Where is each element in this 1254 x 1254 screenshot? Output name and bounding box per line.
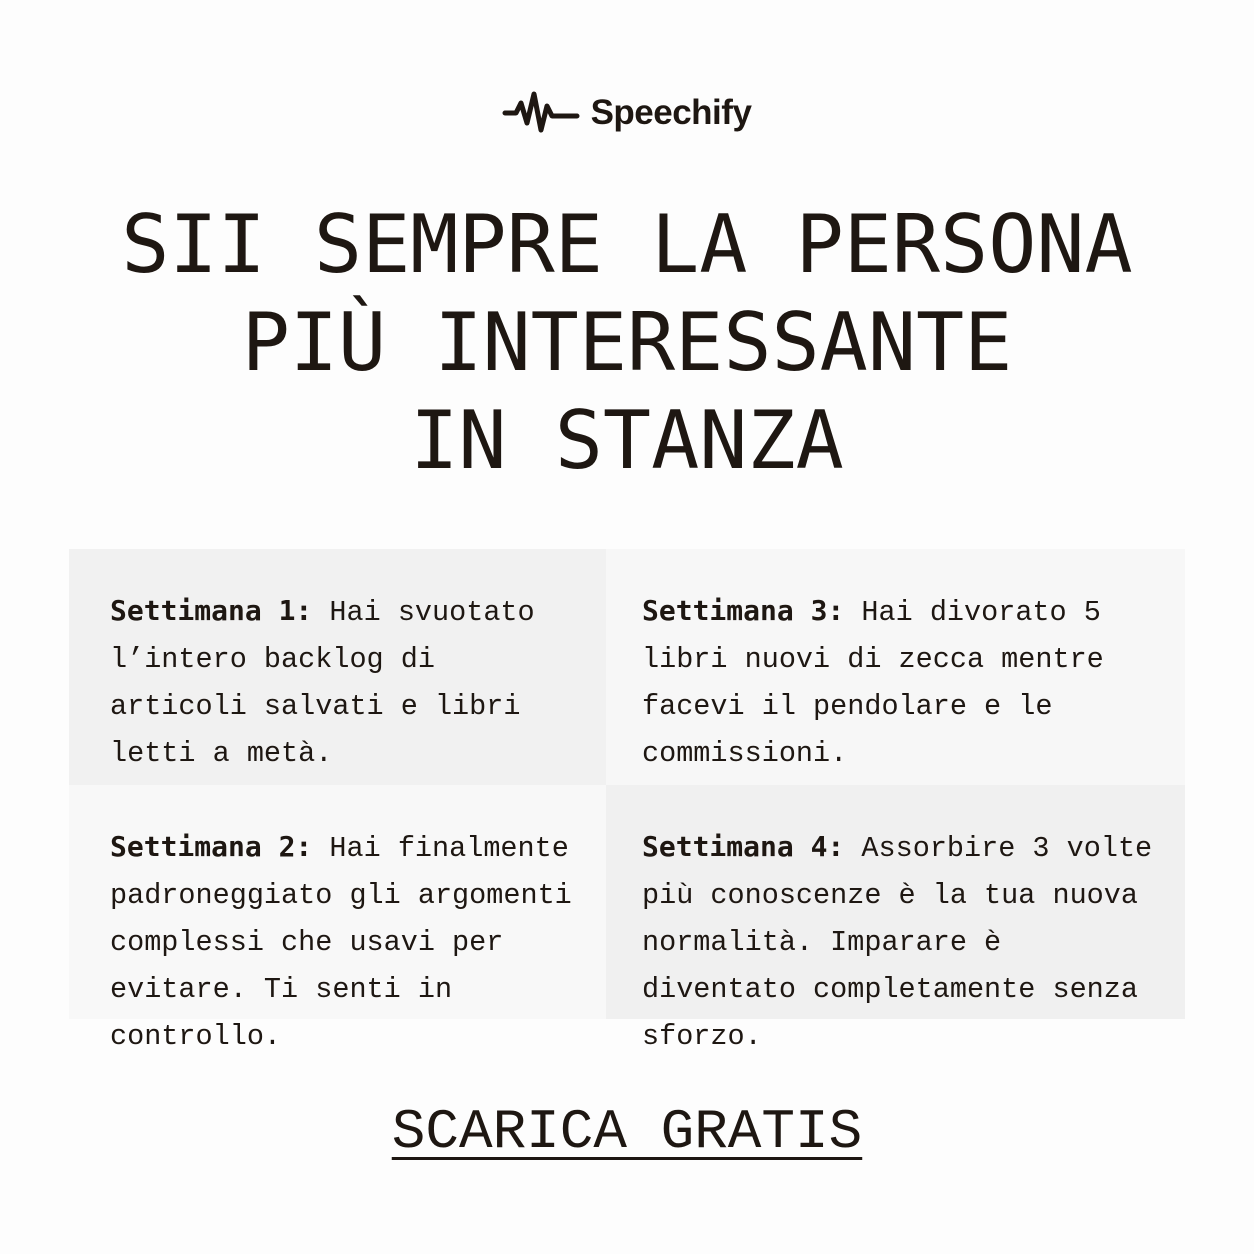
weeks-grid — [69, 549, 1185, 1053]
week-4-text: Assorbire 3 volte più conoscenze è la tua nuova normalità. Imparare è diventato completamente senza sforzo. — [642, 832, 1153, 1053]
headline-line-2: PIÙ INTERESSANTE — [241, 296, 1013, 389]
week-4-label: Settimana 4: — [642, 830, 845, 863]
week-3-card — [606, 549, 1185, 785]
week-2-card — [69, 785, 606, 1053]
download-free-link[interactable]: SCARICA GRATIS — [391, 1100, 863, 1164]
week-2-text: Hai finalmente padroneggiato gli argomenti complessi che usavi per evitare. Ti senti in controllo. — [110, 832, 572, 1053]
headline — [0, 196, 1254, 490]
week-3-label: Settimana 3: — [642, 594, 845, 627]
week-4-card — [606, 785, 1185, 1053]
waveform-logo-icon — [503, 88, 579, 136]
brand-logo — [0, 88, 1254, 136]
week-2-label: Settimana 2: — [110, 830, 313, 863]
brand-name: Speechify — [590, 92, 752, 132]
week-1-text: Hai svuotato l’intero backlog di articoli salvati e libri letti a metà. — [110, 596, 535, 770]
headline-line-1: SII SEMPRE LA PERSONA — [121, 198, 1133, 291]
headline-line-3: IN STANZA — [410, 394, 844, 487]
week-1-card — [69, 549, 606, 785]
week-1-label: Settimana 1: — [110, 594, 313, 627]
week-3-text: Hai divorato 5 libri nuovi di zecca mentre facevi il pendolare e le commissioni. — [642, 596, 1104, 770]
cta-container — [0, 1100, 1254, 1164]
